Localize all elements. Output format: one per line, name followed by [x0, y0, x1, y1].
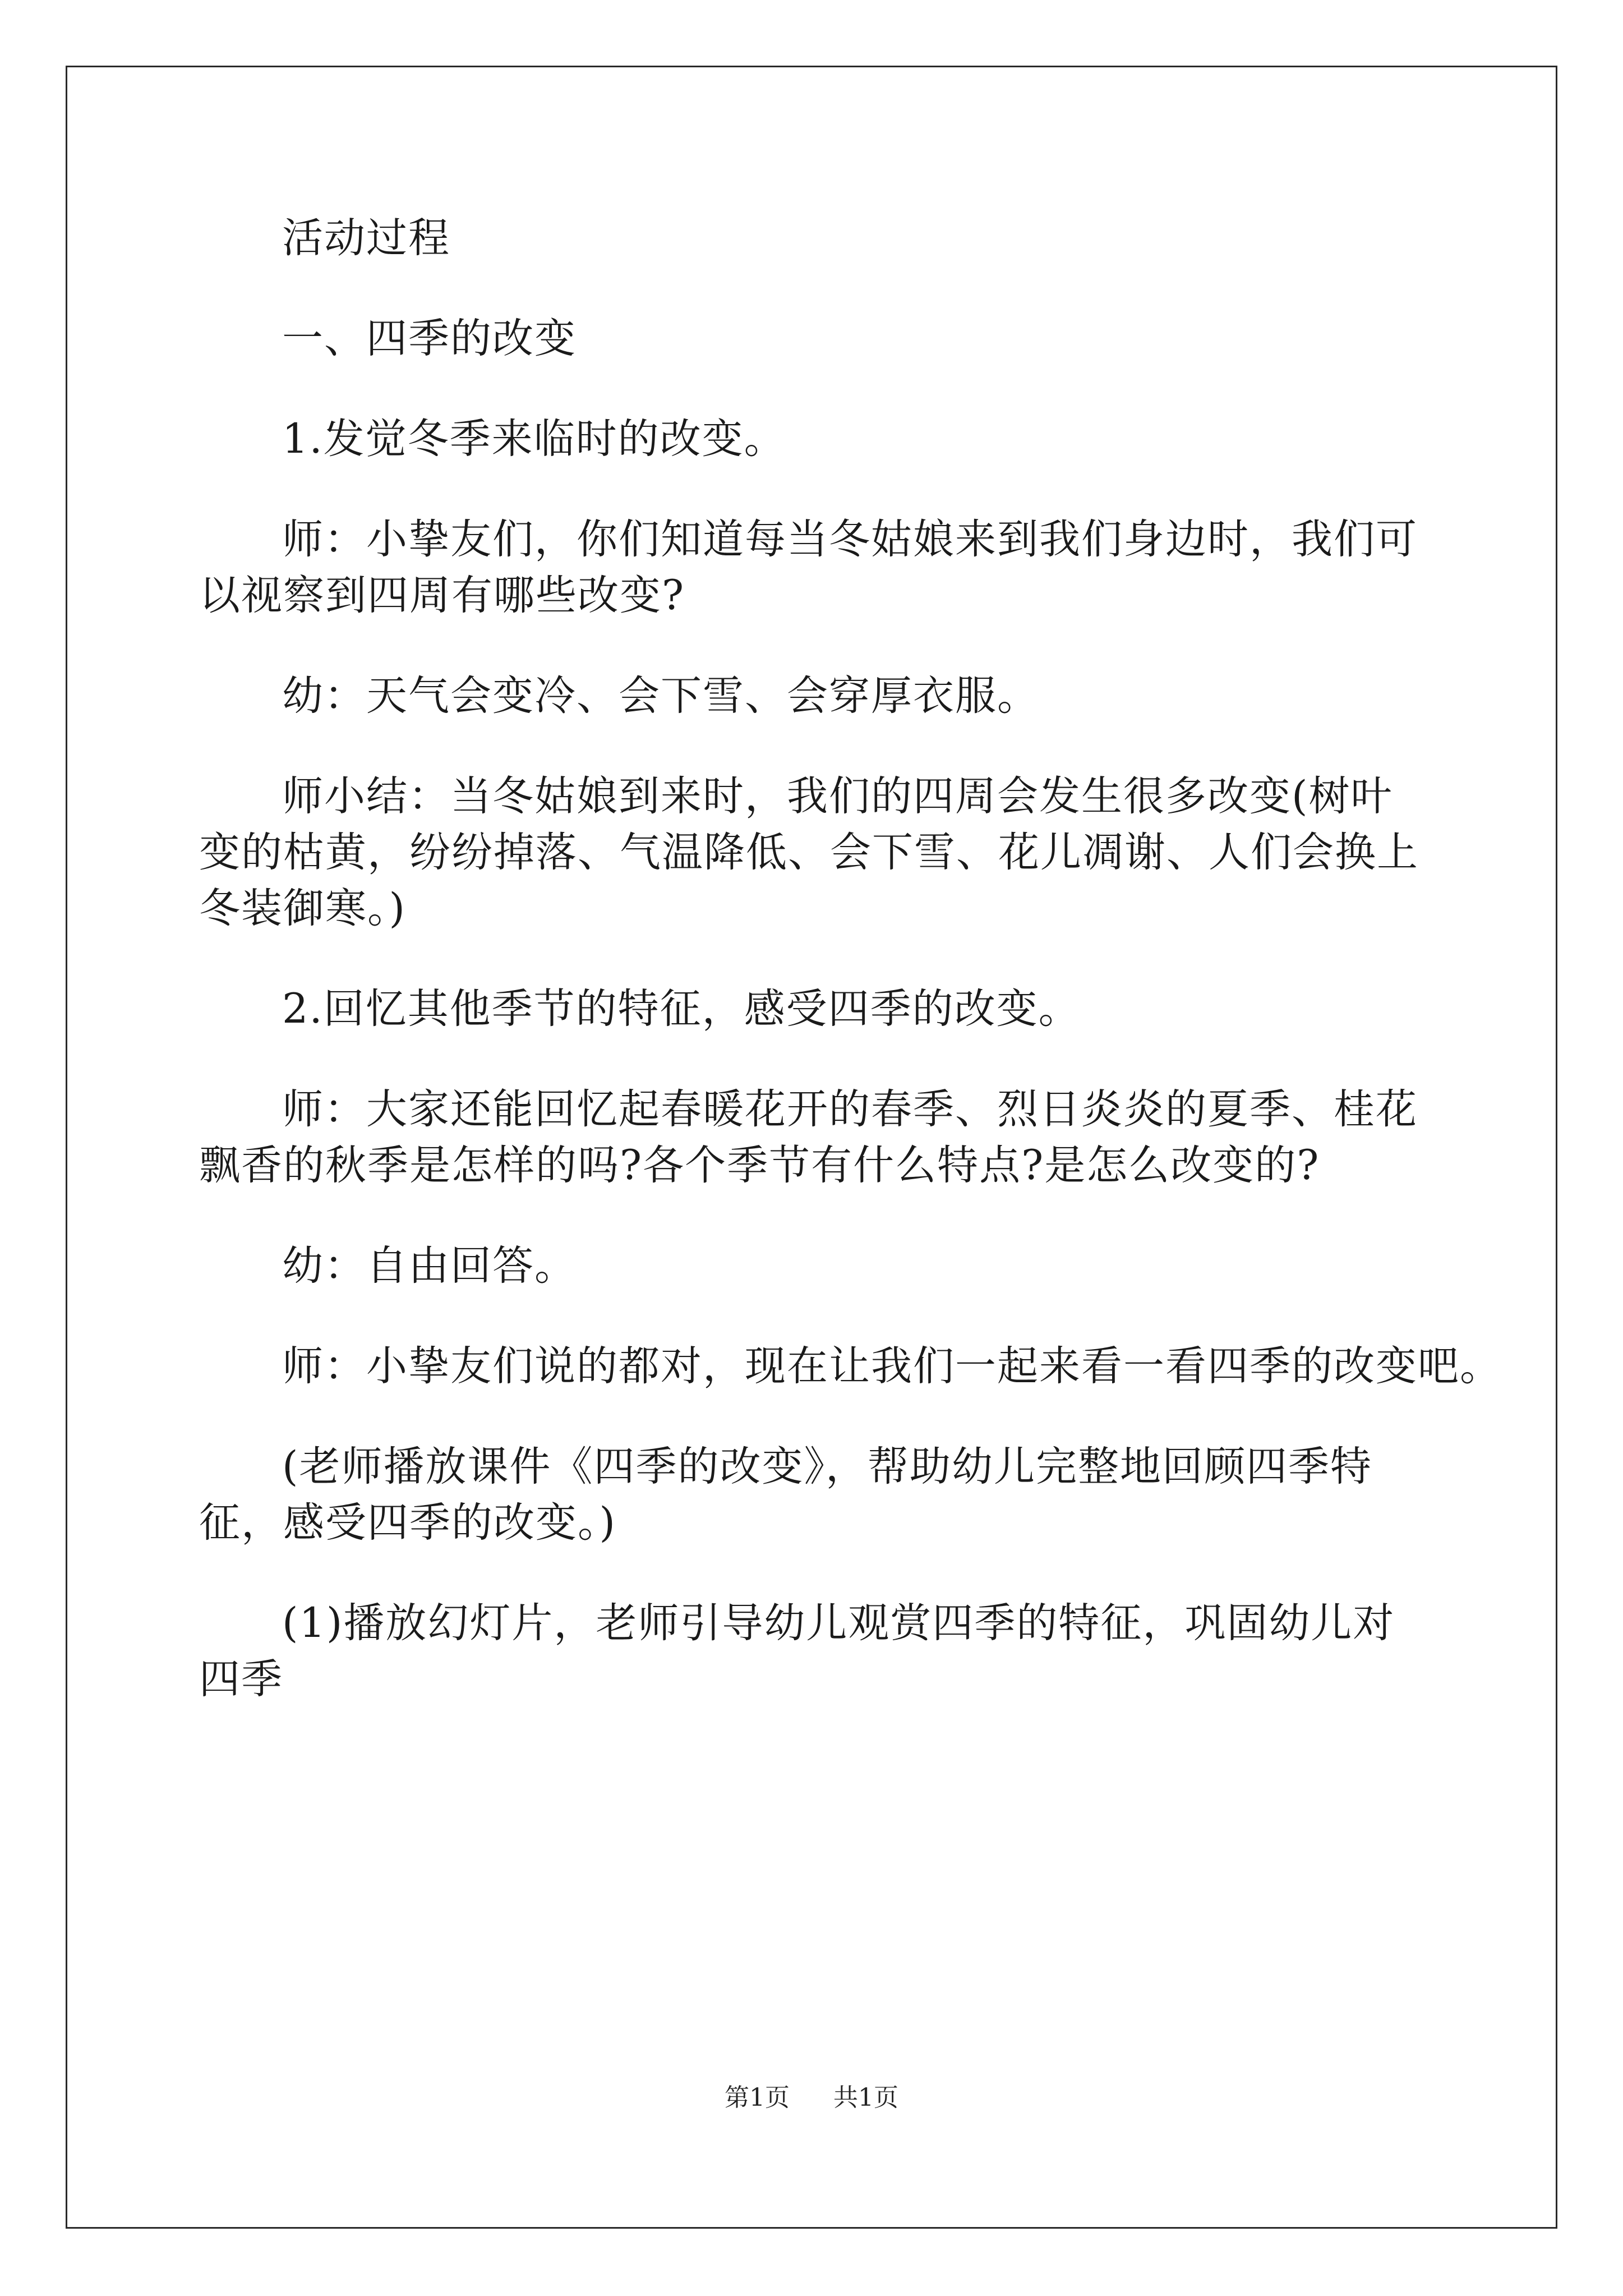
subsection-heading: 一、四季的改变	[282, 315, 577, 362]
paragraph: 师小结：当冬姑娘到来时，我们的四周会发生很多改变(树叶变的枯黄，纷纷掉落、气温降低、会下雪、花儿凋谢、人们会换上冬装御寒。)	[199, 772, 1419, 932]
section-heading: 活动过程	[282, 214, 450, 262]
page-total: 共1页	[833, 2083, 898, 2112]
paragraph: 师：小挚友们说的都对，现在让我们一起来看一看四季的改变吧。	[282, 1342, 1502, 1390]
paragraph: 师：小挚友们，你们知道每当冬姑娘来到我们身边时，我们可以视察到四周有哪些改变?	[199, 516, 1418, 619]
paragraph: 2.回忆其他季节的特征，感受四季的改变。	[282, 985, 1081, 1033]
paragraph: 师：大家还能回忆起春暖花开的春季、烈日炎炎的夏季、桂花飘香的秋季是怎样的吗?各个季节有什么特点?是怎么改变的?	[199, 1085, 1418, 1189]
paragraph: 幼：天气会变冷、会下雪、会穿厚衣服。	[282, 672, 1039, 720]
page-number: 第1页	[725, 2083, 790, 2112]
paragraph: (1)播放幻灯片，老师引导幼儿观赏四季的特征，巩固幼儿对四季	[199, 1599, 1395, 1703]
paragraph: 幼：自由回答。	[282, 1242, 577, 1290]
paragraph: (老师播放课件《四季的改变》，帮助幼儿完整地回顾四季特征，感受四季的改变。)	[199, 1443, 1372, 1547]
page-footer	[0, 2081, 1623, 2115]
paragraph: 1.发觉冬季来临时的改变。	[282, 415, 786, 463]
document-body	[199, 210, 1502, 1752]
